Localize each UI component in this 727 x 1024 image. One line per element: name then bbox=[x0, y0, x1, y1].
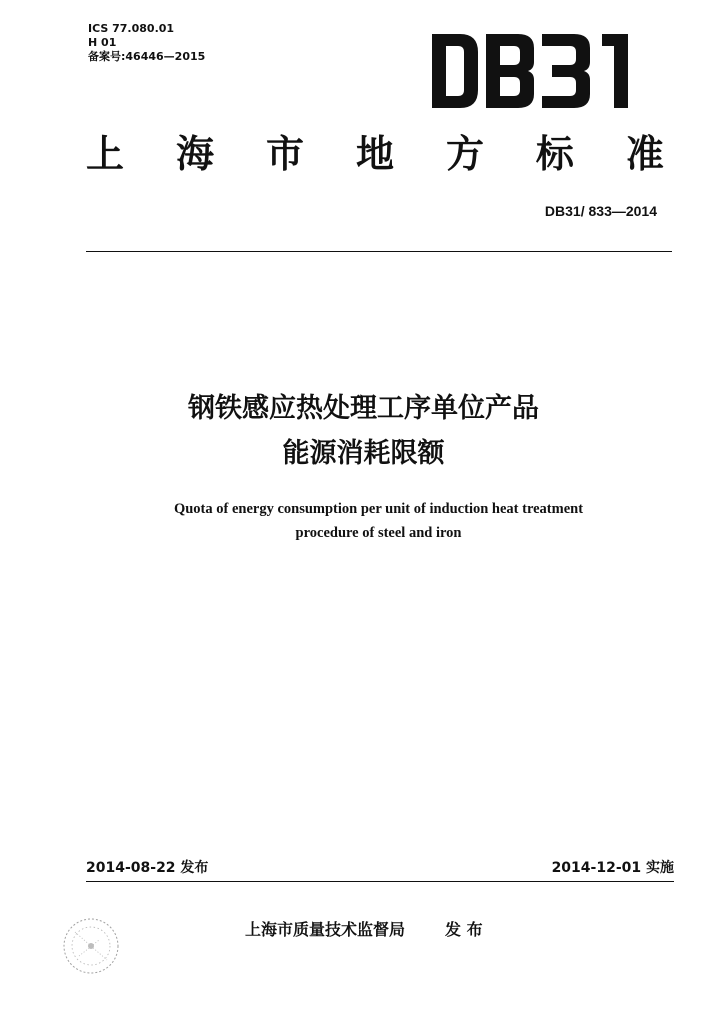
date-row bbox=[86, 857, 674, 877]
logo-letter-b bbox=[486, 34, 534, 108]
local-standard-heading bbox=[86, 130, 664, 178]
heading-char: 准 bbox=[625, 131, 664, 176]
heading-char: 海 bbox=[175, 131, 214, 176]
top-divider bbox=[86, 251, 672, 252]
logo-digit-1 bbox=[602, 34, 628, 108]
record-number: 备案号:46446—2015 bbox=[88, 50, 206, 63]
english-title-line-2: procedure of steel and iron bbox=[295, 525, 462, 541]
bottom-divider bbox=[86, 881, 674, 882]
class-code: H 01 bbox=[88, 36, 117, 49]
heading-char: 市 bbox=[265, 131, 304, 176]
ics-code: ICS 77.080.01 bbox=[88, 22, 175, 35]
heading-char: 标 bbox=[535, 131, 574, 176]
chinese-title-line-2: 能源消耗限额 bbox=[282, 438, 445, 469]
logo-digit-3 bbox=[542, 34, 590, 108]
standard-number: DB31/ 833—2014 bbox=[544, 203, 657, 219]
issuer-action: 发 布 bbox=[445, 920, 483, 939]
classification-codes bbox=[88, 22, 205, 64]
seal-stamp bbox=[55, 912, 133, 980]
issuer-name: 上海市质量技术监督局 bbox=[245, 920, 406, 939]
issuing-authority bbox=[245, 917, 483, 940]
chinese-title-line-1: 钢铁感应热处理工序单位产品 bbox=[188, 393, 539, 424]
db31-logo bbox=[430, 32, 635, 110]
logo-letter-d bbox=[432, 34, 478, 108]
english-title-line-1: Quota of energy consumption per unit of induction heat treatment bbox=[173, 501, 584, 517]
heading-char: 方 bbox=[445, 131, 484, 176]
release-date: 2014-08-22 发布 bbox=[86, 860, 209, 876]
heading-char: 地 bbox=[355, 131, 394, 176]
heading-char: 上 bbox=[86, 131, 125, 176]
implementation-date: 2014-12-01 实施 bbox=[551, 860, 674, 876]
